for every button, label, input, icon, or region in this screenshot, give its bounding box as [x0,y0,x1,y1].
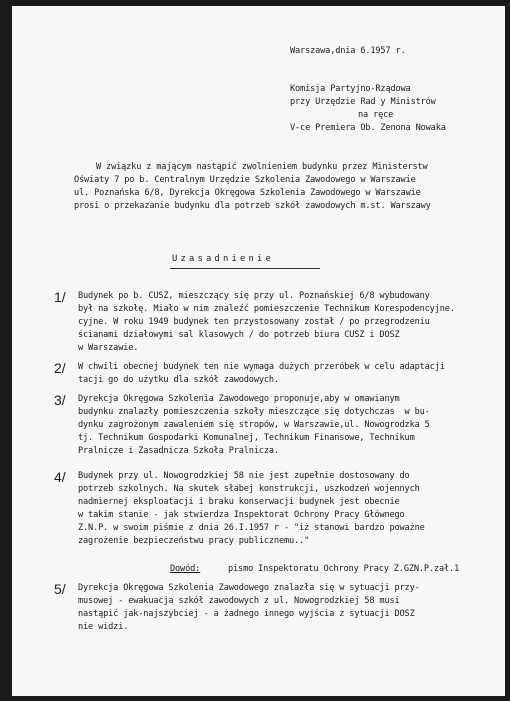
point-line: ścianami działowymi sal klasowych / do potrzeb biura CUSZ i DOSZ [78,330,400,340]
intro-line: prosi o przekazanie budynku dla potrzeb szkół zawodowych m.st. Warszawy [74,201,431,211]
point-number: 3/ [54,392,66,408]
point-line: budynku znalazły pomieszczenia szkoły mieszczące się dotychczas w bu- [78,407,430,417]
point-line: cyjne. W roku 1949 budynek ten przystosowany został / po przegrodzeniu [78,317,430,327]
intro-line: ul. Poznańska 6/8, Dyrekcja Okręgowa Szkolenia Zawodowego w Warszawie [74,188,421,198]
recipient-line: na ręce [358,110,394,120]
point-line: tacji go do użytku dla szkół zawodowych. [78,375,279,385]
point-number: 2/ [54,360,66,376]
point-line: Pralnicze i Zasadnicza Szkoła Pralnicza. [78,446,279,456]
point-number: 4/ [54,469,66,485]
point-line: nadmiernej eksploatacji i braku konserwacji budynek jest obecnie [78,497,400,507]
heading-underline [170,268,320,269]
point-number: 5/ [54,581,66,597]
intro-line: W związku z mającym nastąpić zwolnieniem budynku przez Ministerstw [96,162,428,172]
recipient-line: przy Urzędzie Rad y Ministrów [290,97,436,107]
point-line: Z.N.P. w swoim piśmie z dnia 26.I.1957 r - "iż stanowi bardzo poważne [78,523,425,533]
place-date: Warszawa,dnia 6.1957 r. [290,46,406,56]
recipient-line: V-ce Premiera Ob. Zenona Nowaka [290,123,446,133]
point-line: musowej - ewakuacja szkół zawodowych z ul. Nowogrodzkiej 58 musi [78,596,400,606]
point-line: tj. Technikum Gospodarki Komunalnej, Technikum Finansowe, Technikum [78,433,415,443]
point-line: potrzeb szkolnych. Na skutek słabej konstrukcji, uszkodzeń wojennych [78,484,420,494]
point-line: zagrożenie bezpieczeństwu pracy publicznemu.." [78,536,310,546]
point-number: 1/ [54,289,66,305]
point-line: dynku zagrożonym zawaleniem się stropów, w Warszawie,ul. Nowogrodzka 5 [78,420,430,430]
intro-line: Oświaty 7 po b. Centralnym Urzędzie Szkolenia Zawodowego w Warszawie [74,175,416,185]
point-line: Budynek przy ul. Nowogrodzkiej 58 nie jest zupełnie dostosowany do [78,471,410,481]
section-heading: Uzasadnienie [172,254,274,264]
proof-label: Dowód: [170,564,201,574]
point-line: nie widzi. [78,622,129,632]
document-page [12,6,505,696]
point-line: nastąpić jak-najszybciej - a żadnego innego wyjścia z sytuacji DOSZ [78,609,415,619]
point-line: Budynek po b. CUSZ, mieszczący się przy ul. Poznańskiej 6/8 wybudowany [78,291,430,301]
point-line: W chwili obecnej budynek ten nie wymaga dużych przeróbek w celu adaptacji [78,362,445,372]
point-line: w Warszawie. [78,343,139,353]
point-line: w takim stanie - jak stwierdza Inspektorat Ochrony Pracy Głównego [78,510,405,520]
point-line: Dyrekcja Okręgowa Szkolenia Zawodowego proponuje,aby w omawianym [78,394,400,404]
proof-text: pismo Inspektoratu Ochrony Pracy Z.GZN.P.zał.1 [228,564,460,574]
point-line: był na szkołę. Miało w nim znaleźć pomieszczenie Technikum Korespodencyjne. [78,304,455,314]
point-line: Dyrekcja Okręgowa Szkolenia Zawodowego znalazła się w sytuacji przy- [78,583,420,593]
recipient-line: Komisja Partyjno-Rządowa [290,84,411,94]
